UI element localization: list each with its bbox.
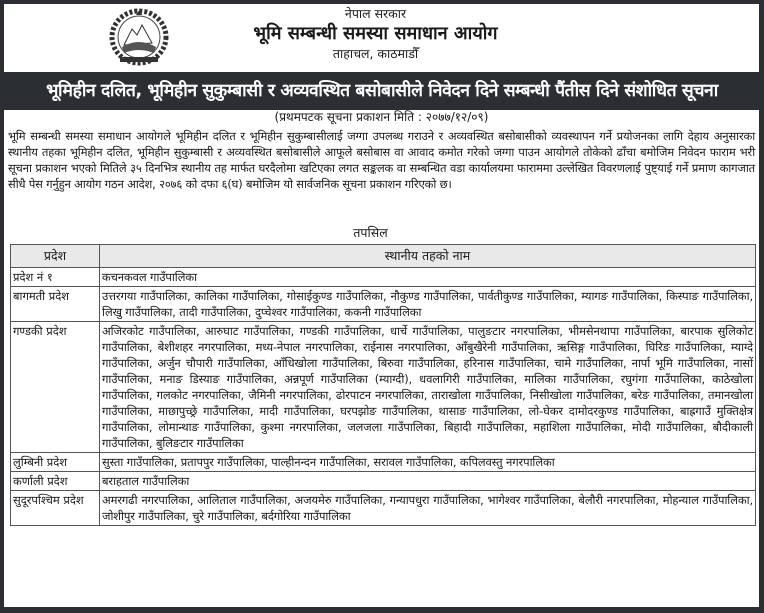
province-cell: लुम्बिनी प्रदेश: [11, 453, 100, 472]
local-levels-cell: सुस्ता गाउँपालिका, प्रतापपुर गाउँपालिका, पाल्हीनन्दन गाउँपालिका, सरावल गाउँपालिका, कपिलवस्तु नगरपालिका: [100, 453, 756, 472]
commission-name: भूमि सम्बन्धी समस्या समाधान आयोग: [253, 23, 498, 44]
table-row: [11, 472, 756, 491]
local-levels-cell: अमरगढी नगरपालिका, आलिताल गाउँपालिका, अजयमेरु गाउँपालिका, गन्यापधुरा गाउँपालिका, भागेश्वर गाउँपालिका, बेलौरी नगरपालिका, मोहन्याल गाउँपालिका, जोशीपुर गाउँपालिका, चुरे गाउँपालिका, बर्दगोरिया गाउँपालिका: [100, 491, 756, 526]
province-cell: गण्डकी प्रदेश: [11, 322, 100, 453]
table-row: [11, 268, 756, 287]
notice-body: भूमि सम्बन्धी समस्या समाधान आयोगले भूमिहीन दलित र भूमिहीन सुकुम्बासीलाई जग्गा उपलब्ध गराउने र अव्यवस्थित बसोबासीको व्यवस्थापन गर्ने प्रयोजनका लागि देहाय अनुसारका स्थानीय तहका भूमिहीन दलित, भूमिहीन सुकुम्बासी र अव्यवस्थित बसोबासीले आफूले बसोबास वा आवाद कमोत गरेको जग्गा पाउन आयोगले तोकेको ढाँचा बमोजिम निवेदन फाराम भरी सूचना प्रकाशन भएको मितिले ३५ दिनभित्र स्थानीय तह मार्फत घरदैलोमा खटिएका लगत सङ्कलक वा सम्बन्धित वडा कार्यालयमा फाराममा उल्लेखित विवरणलाई पुष्ट्याई गर्ने प्रमाण कागजात सीधै पेस गर्नुहुन आयोग गठन आदेश, २०७६ को दफा ६(घ) बमोजिम यो सार्वजनिक सूचना प्रकाशन गरिएको छ।: [8, 129, 755, 191]
column-header-province: प्रदेश: [11, 245, 100, 268]
province-cell: सुदूरपश्चिम प्रदेश: [11, 491, 100, 526]
local-levels-table: [10, 244, 756, 526]
local-levels-cell: उत्तरगया गाउँपालिका, कालिका गाउँपालिका, गोसाईकुण्ड गाउँपालिका, नौकुण्ड गाउँपालिका, पार्वतीकुण्ड गाउँपालिका, म्यागङ गाउँपालिका, किस्पाङ गाउँपालिका, लिखु गाउँपालिका, तादी गाउँपालिका, दुप्चेश्वर गाउँपालिका, ककनी गाउँपालिका: [100, 287, 756, 322]
province-cell: कर्णाली प्रदेश: [11, 472, 100, 491]
notice-document: [4, 4, 759, 607]
commission-address: ताहाचल, काठमाडौँ: [332, 46, 419, 61]
notice-title: भूमिहीन दलित, भूमिहीन सुकुम्बासी र अव्यवस्थित बसोबासीले निवेदन दिने सम्बन्धी पैंतीस दिने संशोधित सूचना: [0, 72, 764, 110]
table-header-row: [11, 245, 756, 268]
notice-subtitle: (प्रथमपटक सूचना प्रकाशन मिति : २०७७/१२/०९): [274, 110, 489, 124]
local-levels-cell: बराहताल गाउँपालिका: [100, 472, 756, 491]
header: [4, 4, 759, 67]
table-row: [11, 287, 756, 322]
government-name: नेपाल सरकार: [344, 6, 407, 21]
province-cell: बागमती प्रदेश: [11, 287, 100, 322]
column-header-local-level: स्थानीय तहको नाम: [100, 245, 756, 268]
schedule-heading: तपसिल: [353, 225, 388, 240]
local-levels-cell: अजिरकोट गाउँपालिका, आरुघाट गाउँपालिका, गण्डकी गाउँपालिका, धार्चे गाउँपालिका, पालुङटार नगरपालिका, भीमसेनथापा गाउँपालिका, बारपाक सुलिकोट गाउँपालिका, बेशीशहर नगरपालिका, मध्य-नेपाल नगरपालिका, राईनास नगरपालिका, आँबुखैरेनी गाउँपालिका, ऋसिङ्ग गाउँपालिका, घिरिङ गाउँपालिका, म्याग्दे गाउँपालिका, अर्जुन चौपारी गाउँपालिका, आँधिखोला गाउँपालिका, बिरुवा गाउँपालिका, हरिनास गाउँपालिका, चामे गाउँपालिका, नार्पा भूमि गाउँपालिका, नासों गाउँपालिका, मनाङ डिस्याङ गाउँपालिका, अन्नपूर्ण गाउँपालिका (म्याग्दी), धवलागिरी गाउँपालिका, मालिका गाउँपालिका, रघुगंगा गाउँपालिका, काठेखोला गाउँपालिका, गलकोट नगरपालिका, जैमिनी नगरपालिका, ढोरपाटन नगरपालिका, ताराखोला गाउँपालिका, निसीखोला गाउँपालिका, बरेङ गाउँपालिका, तमानखोला गाउँपालिका, माछापुच्छ्रे गाउँपालिका, मादी गाउँपालिका, घरपझोङ गाउँपालिका, थासाङ गाउँपालिका, लो-घेकर दामोदरकुण्ड गाउँपालिका, बाह्रगाउँ मुक्तिक्षेत्र गाउँपालिका, लोमान्थाङ गाउँपालिका, कुश्मा नगरपालिका, जलजला गाउँपालिका, बिहादी गाउँपालिका, महाशिला गाउँपालिका, मोदी गाउँपालिका, बौदीकाली गाउँपालिका, बुलिङटार गाउँपालिका: [100, 322, 756, 453]
province-cell: प्रदेश नं १: [11, 268, 100, 287]
local-levels-cell: कचनकवल गाउँपालिका: [100, 268, 756, 287]
table-row: [11, 322, 756, 453]
table-row: [11, 453, 756, 472]
table-row: [11, 491, 756, 526]
